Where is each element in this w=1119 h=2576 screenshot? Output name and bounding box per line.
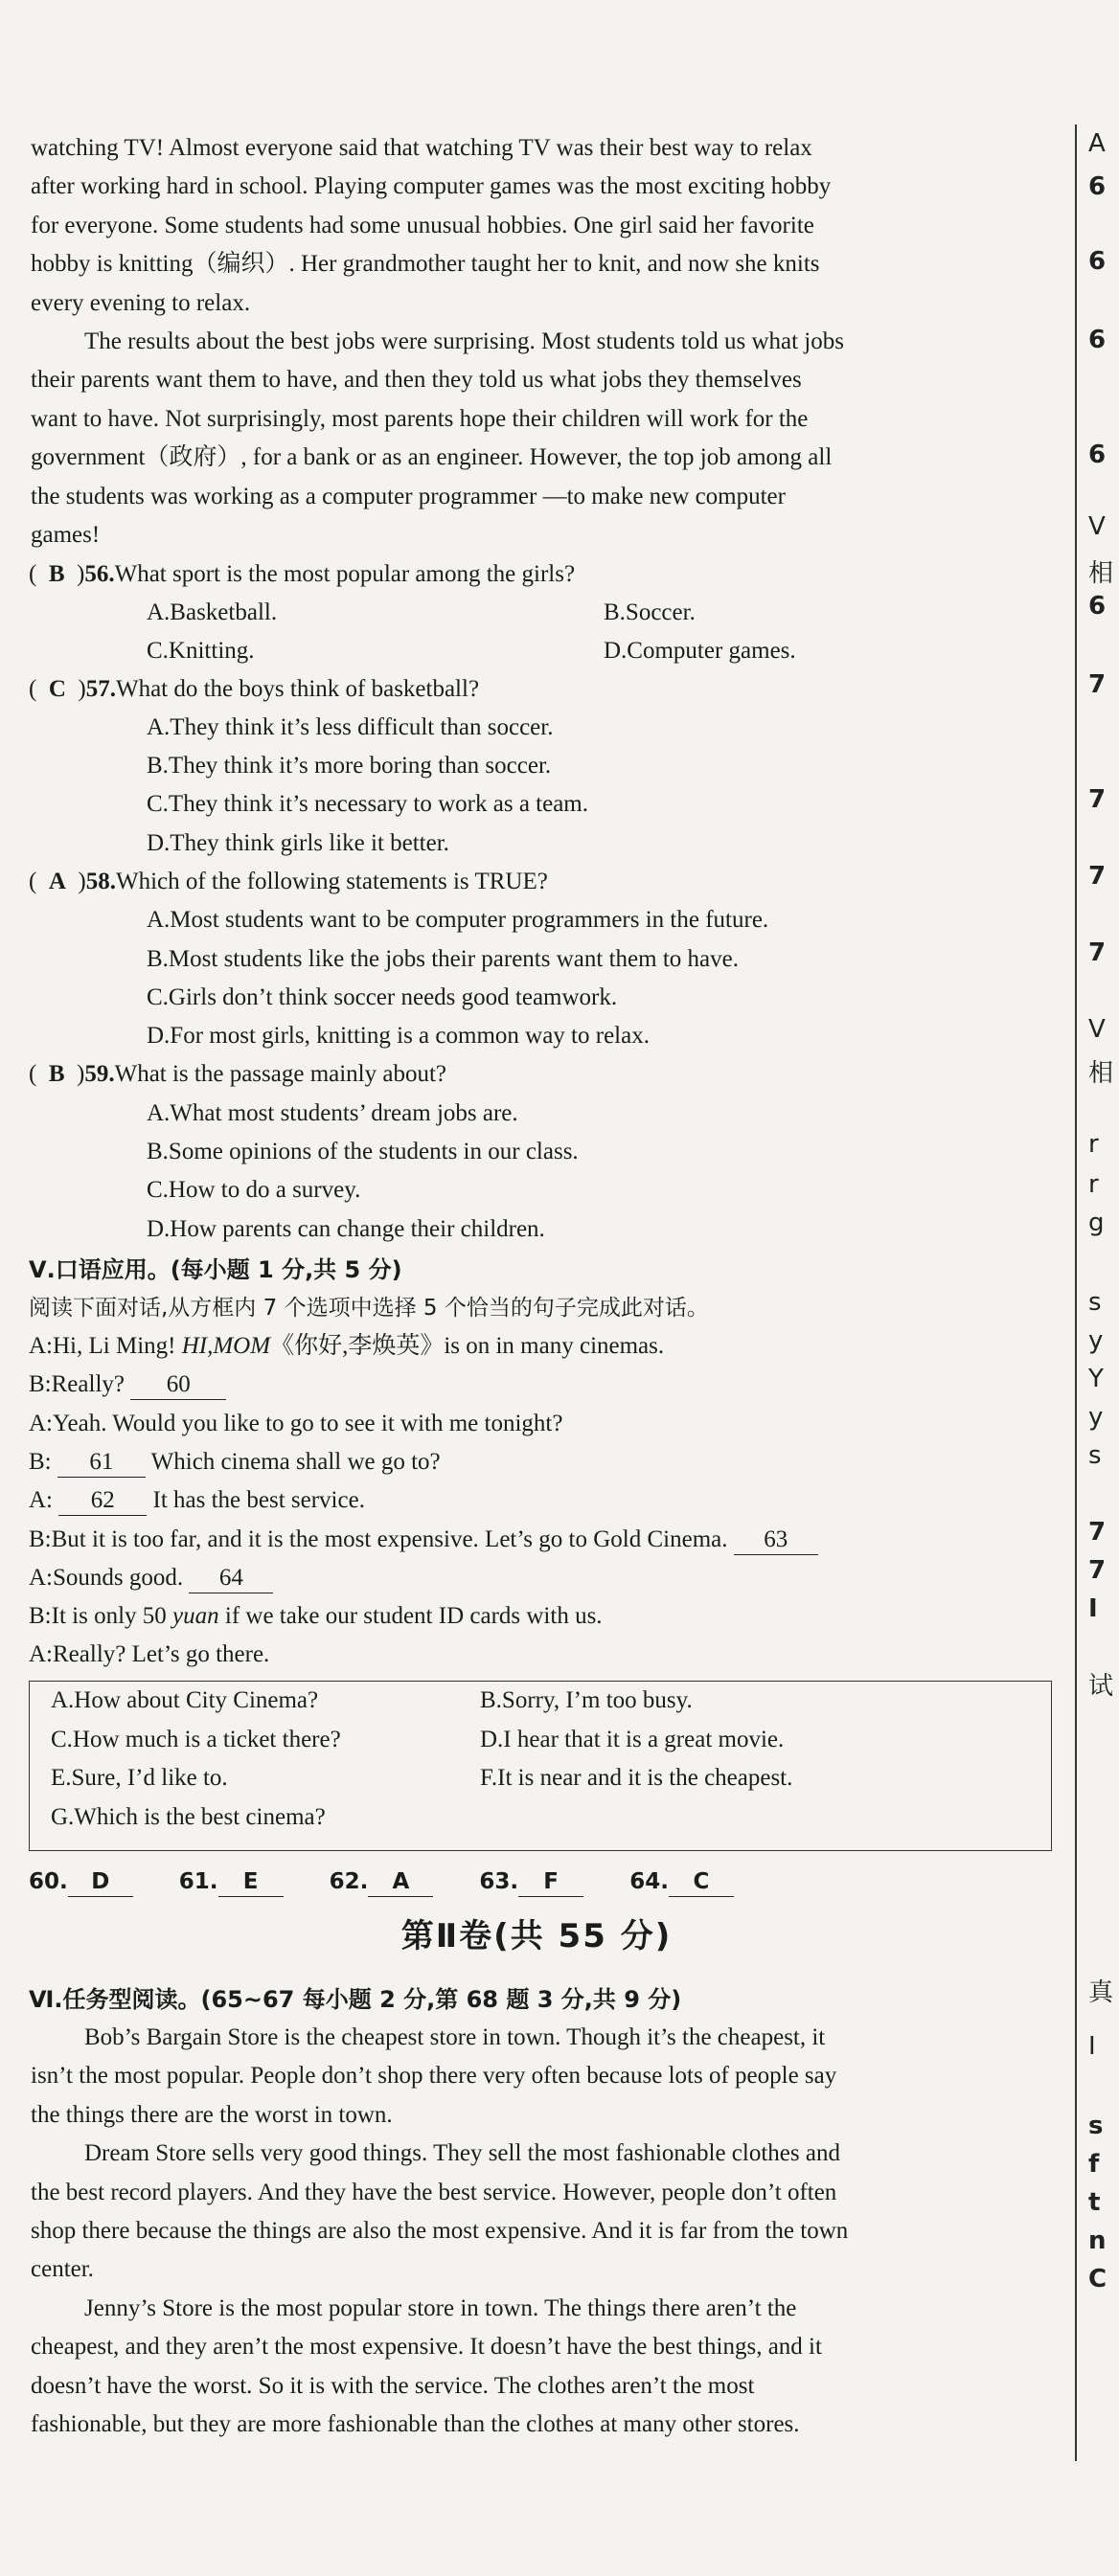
option: D.How parents can change their children. [147, 1216, 545, 1242]
speaker: A: [29, 1641, 53, 1667]
text-line: Dream Store sells very good things. They sell the most fashionable clothes and [84, 2140, 840, 2167]
text-line: isn’t the most popular. People don’t shop there very often because lots of people say [31, 2063, 837, 2090]
cutoff-glyph: g [1088, 1209, 1105, 1237]
text-line: the best record players. And they have the best service. However, people don’t often [31, 2179, 837, 2205]
cutoff-glyph: y [1088, 1326, 1104, 1355]
dialogue-line [29, 1636, 269, 1674]
option-choice: B.Sorry, I’m too busy. [480, 1687, 693, 1713]
question-answer: C [48, 676, 66, 702]
dialogue-line [29, 1366, 226, 1404]
answer-bracket: ( B ) [29, 1061, 85, 1087]
text-line: games! [31, 522, 101, 549]
text-line: the things there are the worst in town. [31, 2101, 393, 2128]
option: A.They think it’s less difficult than soccer. [147, 714, 554, 740]
cutoff-glyph: Y [1088, 1365, 1104, 1393]
answer-blank[interactable]: 63 [734, 1525, 818, 1555]
text-line: center. [31, 2256, 94, 2283]
cutoff-glyph: 7 [1088, 1556, 1107, 1585]
speaker: B: [29, 1526, 52, 1552]
speaker: A: [29, 1411, 53, 1436]
passage-paragraph [31, 129, 1052, 323]
answer-number: 64. [629, 1869, 669, 1894]
cutoff-glyph: 7 [1088, 862, 1107, 891]
question-57 [29, 670, 479, 709]
cutoff-glyph: C [1088, 2265, 1108, 2294]
passage-paragraph [31, 2290, 1052, 2445]
text-line: doesn’t have the worst. So it is with the service. The clothes aren’t the most [31, 2372, 755, 2399]
answer-blank[interactable]: 62 [58, 1486, 147, 1516]
speaker: B: [29, 1371, 52, 1397]
cutoff-glyph: 相 [1088, 559, 1114, 588]
cutoff-glyph: 6 [1088, 247, 1107, 276]
adjacent-page-strip [1083, 0, 1119, 2576]
option: B.Soccer. [604, 599, 696, 625]
option: D.They think girls like it better. [147, 830, 449, 856]
cutoff-glyph: 7 [1088, 1518, 1107, 1547]
option: C.How to do a survey. [147, 1177, 361, 1203]
text-line: after working hard in school. Playing computer games was the most exciting hobby [31, 173, 832, 200]
text-line: Jenny’s Store is the most popular store in town. The things there aren’t the [84, 2294, 797, 2321]
answer-blank[interactable]: 64 [189, 1564, 273, 1593]
dialogue-text: Yeah. Would you like to go to see it with me tonight? [53, 1411, 563, 1436]
speaker: B: [29, 1449, 52, 1475]
option: A.What most students’ dream jobs are. [147, 1100, 518, 1126]
cutoff-glyph: r [1088, 1130, 1099, 1159]
text-line: fashionable, but they are more fashionable than the clothes at many other stores. [31, 2411, 800, 2438]
passage-survey [31, 129, 1052, 554]
question-number: 57. [85, 676, 116, 702]
option: A.Basketball. [147, 599, 278, 625]
answers-row [29, 1863, 734, 1901]
dialogue-line [29, 1405, 562, 1443]
cutoff-glyph: 真 [1088, 1978, 1114, 2007]
option: D.Computer games. [604, 638, 796, 664]
dialogue-text: 《你好,李焕英》is on in many cinemas. [270, 1333, 665, 1359]
question-answer: B [48, 1061, 65, 1087]
answer-value: F [518, 1867, 583, 1897]
question-59 [29, 1055, 446, 1094]
text-line: their parents want them to have, and then they told us what jobs they themselves [31, 367, 802, 394]
section-title: Ⅴ.口语应用。(每小题 1 分,共 5 分) [29, 1256, 402, 1283]
cutoff-glyph: 试 [1088, 1672, 1114, 1701]
dialogue-text: Really? Let’s go there. [53, 1641, 270, 1667]
option: D.For most girls, knitting is a common way to relax. [147, 1023, 650, 1049]
answer-blank[interactable]: 60 [130, 1370, 226, 1400]
text-line: every evening to relax. [31, 289, 251, 316]
text-line: shop there because the things are also the most expensive. And it is far from the town [31, 2218, 849, 2245]
text-line: for everyone. Some students had some unusual hobbies. One girl said her favorite [31, 212, 814, 238]
section-title: Ⅵ.任务型阅读。(65~67 每小题 2 分,第 68 题 3 分,共 9 分) [29, 1986, 682, 2013]
answer-value: E [218, 1867, 284, 1897]
answer-blank[interactable]: 61 [57, 1448, 146, 1478]
cutoff-glyph: I [1088, 2032, 1096, 2061]
option-choice: C.How much is a ticket there? [51, 1727, 341, 1752]
answer-number: 62. [329, 1869, 369, 1894]
answer-number: 63. [479, 1869, 519, 1894]
option: C.Girls don’t think soccer needs good teamwork. [147, 984, 618, 1010]
dialogue-line [29, 1327, 664, 1366]
text-line: Bob’s Bargain Store is the cheapest store in town. Though it’s the cheapest, it [84, 2024, 826, 2050]
answer-value: D [68, 1867, 133, 1897]
text-line: watching TV! Almost everyone said that watching TV was their best way to relax [31, 135, 812, 161]
option: C.Knitting. [147, 638, 255, 664]
option: B.Most students like the jobs their parents want them to have. [147, 946, 739, 972]
text-line: hobby is knitting（编织）. Her grandmother taught her to knit, and now she knits [31, 251, 820, 278]
text-line: cheapest, and they aren’t the most expensive. It doesn’t have the best things, and it [31, 2334, 822, 2361]
option: C.They think it’s necessary to work as a team. [147, 791, 588, 817]
cutoff-glyph: 6 [1088, 441, 1107, 469]
passage-paragraph [31, 323, 1052, 554]
dialogue-line [29, 1597, 603, 1636]
question-56 [29, 555, 575, 594]
dialogue-line [29, 1481, 365, 1520]
cutoff-glyph: s [1088, 1441, 1102, 1470]
dialogue-text: It has the best service. [147, 1487, 365, 1513]
option-choice: D.I hear that it is a great movie. [480, 1727, 785, 1752]
cutoff-glyph: n [1088, 2226, 1107, 2255]
cutoff-glyph: A [1088, 129, 1106, 158]
part-title: 第Ⅱ卷(共 55 分) [400, 1917, 673, 1955]
cutoff-glyph: 7 [1088, 670, 1107, 699]
dialogue-text: if we take our student ID cards with us. [218, 1603, 603, 1629]
cutoff-glyph: f [1088, 2150, 1100, 2179]
cutoff-glyph: V [1088, 512, 1106, 541]
cutoff-glyph: s [1088, 1288, 1102, 1317]
dialogue-text: It is only 50 [51, 1603, 173, 1629]
passage-paragraph [31, 2135, 1052, 2290]
question-answer: B [48, 561, 65, 587]
option: A.Most students want to be computer programmers in the future. [147, 907, 769, 933]
dialogue-line [29, 1559, 273, 1597]
answer-number: 60. [29, 1869, 68, 1894]
cutoff-glyph: y [1088, 1403, 1104, 1432]
question-text: What is the passage mainly about? [114, 1061, 447, 1087]
movie-title-english: HI,MOM [181, 1333, 271, 1359]
dialogue-line [29, 1443, 441, 1481]
speaker: A: [29, 1487, 53, 1513]
cutoff-glyph: 7 [1088, 938, 1107, 967]
answer-value: C [669, 1867, 734, 1897]
dialogue-text: Hi, Li Ming! [53, 1333, 182, 1359]
speaker: A: [29, 1333, 53, 1359]
question-text: What sport is the most popular among the girls? [114, 561, 576, 587]
option: B.They think it’s more boring than soccer. [147, 753, 552, 779]
question-number: 59. [84, 1061, 115, 1087]
question-58 [29, 863, 548, 901]
cutoff-glyph: 7 [1088, 785, 1107, 814]
option-choice: E.Sure, I’d like to. [51, 1765, 228, 1791]
dialogue-line [29, 1521, 818, 1559]
cutoff-glyph: 6 [1088, 172, 1107, 201]
speaker: A: [29, 1565, 53, 1591]
text-line: the students was working as a computer programmer —to make new computer [31, 483, 786, 509]
answer-bracket: ( C ) [29, 676, 86, 702]
option-choice: A.How about City Cinema? [51, 1687, 319, 1713]
cutoff-glyph: s [1088, 2112, 1104, 2140]
page-edge [1075, 124, 1077, 2461]
passage-stores [31, 2019, 1052, 2444]
text-line: want to have. Not surprisingly, most parents hope their children will work for the [31, 405, 809, 432]
answer-number: 61. [178, 1869, 218, 1894]
answer-value: A [368, 1867, 433, 1897]
cutoff-glyph: t [1088, 2188, 1101, 2217]
option: B.Some opinions of the students in our class. [147, 1139, 579, 1164]
option-choice: F.It is near and it is the cheapest. [480, 1765, 793, 1791]
options-box [29, 1681, 1052, 1851]
cutoff-glyph: r [1088, 1170, 1099, 1199]
section-instruction: 阅读下面对话,从方框内 7 个选项中选择 5 个恰当的句子完成此对话。 [29, 1296, 709, 1321]
cutoff-glyph: 6 [1088, 326, 1107, 354]
cutoff-glyph: V [1088, 1015, 1106, 1044]
dialogue-text: But it is too far, and it is the most expensive. Let’s go to Gold Cinema. [51, 1526, 734, 1552]
question-number: 58. [85, 869, 116, 894]
question-text: Which of the following statements is TRUE? [115, 869, 548, 894]
answer-bracket: ( B ) [29, 561, 85, 587]
currency-word: yuan [172, 1603, 219, 1629]
text-line: The results about the best jobs were surprising. Most students told us what jobs [84, 328, 844, 355]
speaker: B: [29, 1603, 52, 1629]
cutoff-glyph: 相 [1088, 1059, 1114, 1088]
question-text: What do the boys think of basketball? [115, 676, 480, 702]
question-number: 56. [84, 561, 115, 587]
cutoff-glyph: 6 [1088, 592, 1107, 621]
cutoff-glyph: I [1088, 1594, 1098, 1623]
answer-bracket: ( A ) [29, 869, 86, 894]
question-answer: A [48, 869, 66, 894]
dialogue-text: Really? [51, 1371, 131, 1397]
dialogue-text: Sounds good. [53, 1565, 190, 1591]
text-line: government（政府）, for a bank or as an engineer. However, the top job among all [31, 444, 833, 471]
passage-paragraph [31, 2019, 1052, 2135]
dialogue-text: Which cinema shall we go to? [145, 1449, 441, 1475]
option-choice: G.Which is the best cinema? [51, 1804, 326, 1830]
